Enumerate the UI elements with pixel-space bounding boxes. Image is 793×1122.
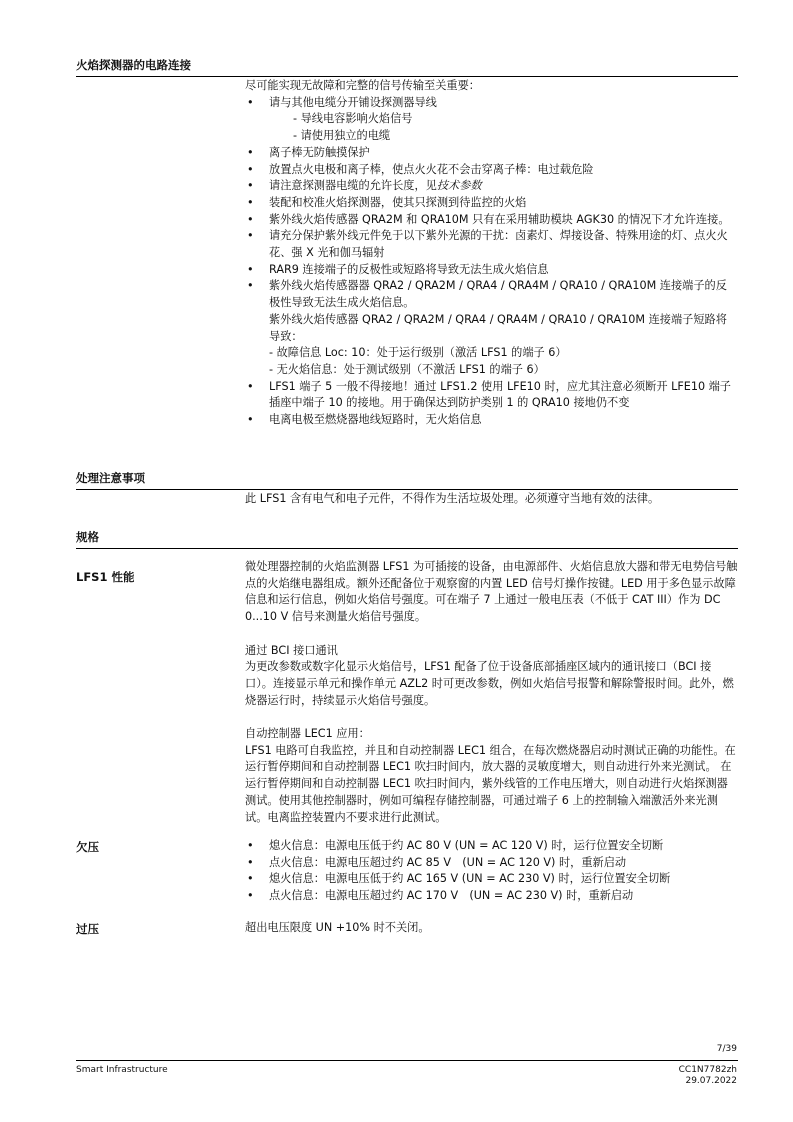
list-item: • 请注意探测器电缆的允许长度，见技术参数	[245, 178, 738, 195]
list-item: • 请充分保护紫外线元件免于以下紫外光源的干扰：卤素灯、焊接设备、特殊用途的灯、点火火花、强 X 光和伽马辐射	[245, 228, 738, 261]
list-item: • 熄火信息：电源电压低于约 AC 165 V (UN = AC 230 V) 时，运行位置安全切断	[245, 871, 738, 888]
page-section-title: 火焰探测器的电路连接	[76, 58, 191, 72]
page-number: 7/39	[716, 1044, 737, 1054]
overvoltage-text: 超出电压限度 UN +10% 时不关闭。	[245, 921, 430, 934]
wiring-list	[245, 95, 738, 429]
list-item: • RAR9 连接端子的反极性或短路将导致无法生成火焰信息	[245, 262, 738, 279]
list-item: • 电离电极至燃烧器地线短路时，无火焰信息	[245, 412, 738, 429]
bci-heading: 通过 BCI 接口通讯	[245, 643, 338, 657]
list-item: • LFS1 端子 5 一般不得接地！通过 LFS1.2 使用 LFE10 时，应尤其注意必须断开 LFE10 端子插座中端子 10 的接地。用于确保达到防护类别 1 的 QRA10 接地仍不变	[245, 379, 738, 412]
spec-divider	[76, 548, 738, 549]
spec-title: 规格	[76, 530, 99, 544]
performance-paragraph: 微处理器控制的火焰监测器 LFS1 为可插接的设备，由电源部件、火焰信息放大器和带无电势信号触点的火焰继电器组成。额外还配备位于观察窗的内置 LED 信号灯操作按键。LED 用于多色显示故障信息和运行信息，例如火焰信号强度。可在端子 7 上通过一般电压表（不低于 CAT III）作为 DC 0...10 V 信号来测量火焰信号强度。	[245, 560, 738, 624]
wiring-notes	[245, 78, 738, 429]
company-name: Smart Infrastructure	[76, 1065, 168, 1075]
tech-data-reference: 技术参数	[436, 179, 482, 193]
undervoltage-label: 欠压	[76, 840, 99, 854]
performance-label: LFS1 性能	[76, 570, 135, 584]
header-divider	[76, 76, 738, 77]
overvoltage-label: 过压	[76, 922, 99, 936]
undervoltage-list	[245, 838, 738, 905]
disposal-title: 处理注意事项	[76, 471, 145, 485]
list-item: • 紫外线火焰传感器 QRA2M 和 QRA10M 只有在采用辅助模块 AGK30 的情况下才允许连接。	[245, 212, 738, 229]
list-item: • 紫外线火焰传感器器 QRA2 / QRA2M / QRA4 / QRA4M / QRA10 / QRA10M 连接端子的反极性导致无法生成火焰信息。 紫外线火焰传感器 QRA2 / QRA2M / QRA4 / QRA4M / QRA10 / QRA10M 连接端子短路将导致： - 故障信息 Loc: 10：处于运行级别（激活 LFS1 的端子 6） - 无火焰信息：处于测试级别（不激活 LFS1 的端子 6）	[245, 278, 738, 378]
disposal-divider	[76, 489, 738, 490]
list-item: • 离子棒无防触摸保护	[245, 145, 738, 162]
list-item: • 装配和校准火焰探测器，使其只探测到待监控的火焰	[245, 195, 738, 212]
performance-text	[245, 559, 738, 843]
document-date: 29.07.2022	[685, 1076, 737, 1086]
list-item: • 请与其他电缆分开铺设探测器导线 - 导线电容影响火焰信号 - 请使用独立的电缆	[245, 95, 738, 145]
list-item: • 点火信息：电源电压超过约 AC 85 V (UN = AC 120 V) 时，重新启动	[245, 855, 738, 872]
list-item: • 熄火信息：电源电压低于约 AC 80 V (UN = AC 120 V) 时，运行位置安全切断	[245, 838, 738, 855]
disposal-text: 此 LFS1 含有电气和电子元件，不得作为生活垃圾处理。必须遵守当地有效的法律。	[245, 492, 660, 505]
footer-divider	[76, 1060, 738, 1061]
undervoltage-list-wrap	[245, 838, 738, 905]
wiring-intro: 尽可能实现无故障和完整的信号传输至关重要：	[245, 79, 480, 92]
list-item: • 点火信息：电源电压超过约 AC 170 V (UN = AC 230 V) 时，重新启动	[245, 888, 738, 905]
bci-paragraph: 为更改参数或数字化显示火焰信号，LFS1 配备了位于设备底部插座区域内的通讯接口（BCI 接口）。连接显示单元和操作单元 AZL2 时可更改参数，例如火焰信号报警和解除警报时间。此外，燃烧器运行时，持续显示火焰信号强度。	[245, 660, 734, 707]
lec1-paragraph: LFS1 电路可自我监控，并且和自动控制器 LEC1 组合，在每次燃烧器启动时测试正确的功能性。在运行暂停期间和自动控制器 LEC1 吹扫时间内，放大器的灵敏度增大，则自动进行外来光测试。 在运行暂停期间和自动控制器 LEC1 吹扫时间内，紫外线管的工作电压增大，则自动进行火焰探测器测试。使用其他控制器时，例如可编程存储控制器，可通过端子 6 上的控制输入端激活外来光测试。电离监控装置内不要求进行此测试。	[245, 743, 736, 824]
list-item: • 放置点火电极和离子棒，使点火火花不会击穿离子棒：电过载危险	[245, 162, 738, 179]
lec1-heading: 自动控制器 LEC1 应用：	[245, 727, 370, 740]
document-id: CC1N7782zh	[678, 1065, 737, 1075]
